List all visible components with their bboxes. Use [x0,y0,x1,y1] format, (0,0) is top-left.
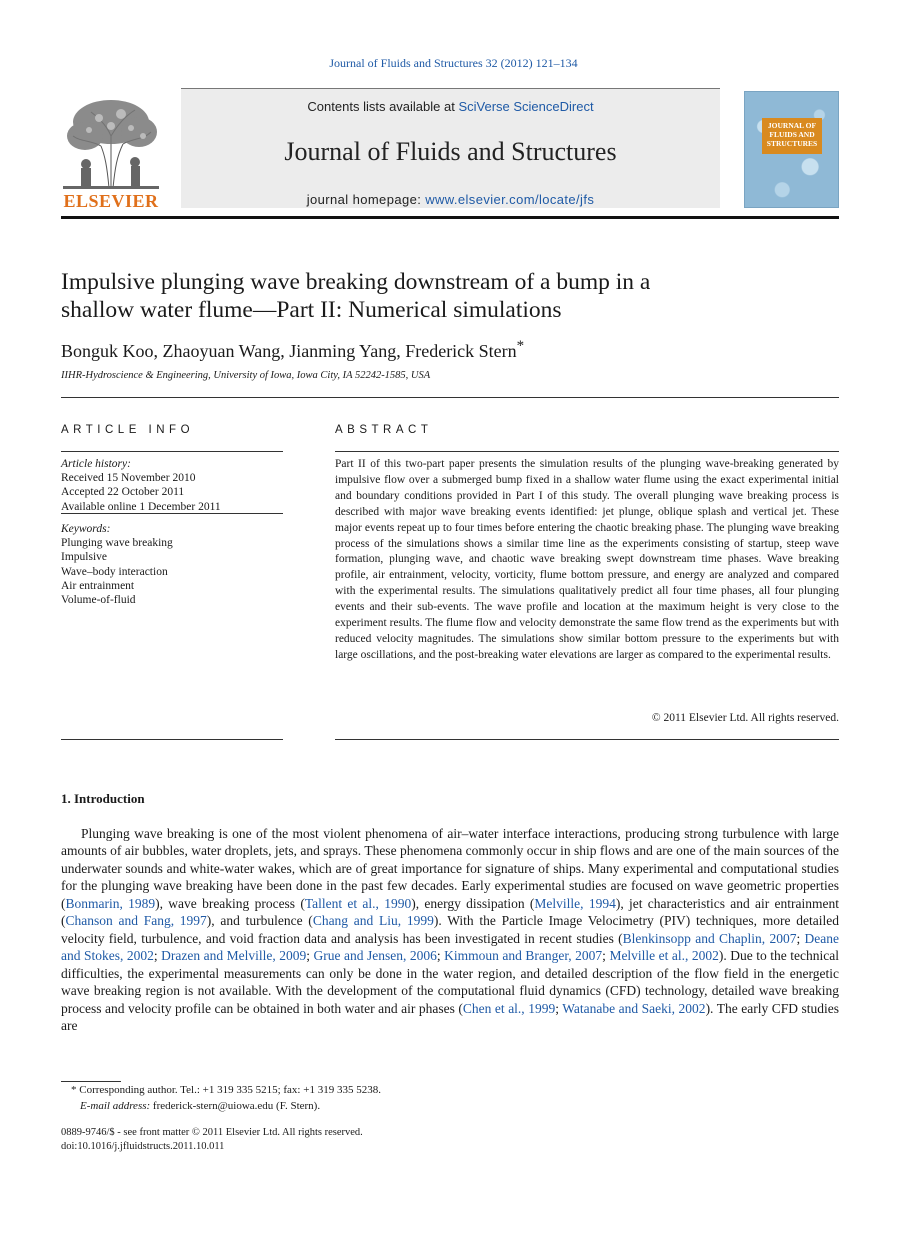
abstract-rule [335,451,839,452]
masthead-banner [181,88,720,208]
divider-top [61,397,839,398]
article-title [61,268,839,324]
intro-text: ). With the Particle Image Velocimetry (PIV) techniques, more detailed velocity field, turbulence, and void fraction data and analysis has been investigated in recent studies ( [61,913,839,946]
intro-text: Plunging wave breaking is one of the most violent phenomena of air–water interface interactions, producing strong turbulence with large amounts of air bubbles, water droplets, jets, and sprays. These phenomena commonly occur in ship flows and are one of the main sources of the underwater sounds and white-water wakes, which are of great importance for signature of ships. Many experimental and computational studies for the plunging wave breaking have been done in the past few decades. Early experimental studies are focused on wave geometric properties ( [61,826,839,911]
article-info-rule [61,451,283,452]
history-online: Available online 1 December 2011 [61,500,221,513]
intro-text: ). Due to the technical difficulties, the experimental measurements can only be done in the water region, and detailed description of the flow field in the energetic wave breaking region is not available. With the development of the computational fluid dynamics (CFD) technology, detailed wave breaking process and velocity profile can be obtained in both water and air phases ( [61,948,839,1016]
citation-link[interactable]: Grue and Jensen, 2006 [313,948,437,964]
article-title-line-1: Impulsive plunging wave breaking downstream of a bump in a [61,269,651,295]
citation-link[interactable]: Melville et al., 2002 [609,948,719,964]
citation-link[interactable]: Kimmoun and Branger, 2007 [444,948,603,964]
intro-text: ), wave breaking process ( [155,895,305,911]
contents-line [181,99,720,114]
corresponding-footnote: * Corresponding author. Tel.: +1 319 335 5215; fax: +1 319 335 5238. [71,1084,381,1096]
journal-citation[interactable]: Journal of Fluids and Structures 32 (2012) 121–134 [329,56,578,70]
keyword-item: Impulsive [61,551,107,564]
authors: Bonguk Koo, Zhaoyuan Wang, Jianming Yang, Frederick Stern [61,341,517,361]
abstract-copyright: © 2011 Elsevier Ltd. All rights reserved. [651,712,839,724]
email-label: E-mail address: [80,1100,151,1112]
journal-cover-thumbnail[interactable] [744,91,839,208]
citation-link[interactable]: Chen et al., 1999 [462,1000,556,1016]
homepage-prefix: journal homepage: [306,192,426,207]
issn-line: 0889-9746/$ - see front matter © 2011 Elsevier Ltd. All rights reserved. [61,1127,363,1138]
intro-text: ; [555,1000,563,1016]
email-address[interactable]: frederick-stern@uiowa.edu (F. Stern). [150,1100,321,1112]
masthead [61,88,839,212]
doi-line[interactable]: doi:10.1016/j.jfluidstructs.2011.10.011 [61,1141,225,1152]
article-title-line-2: shallow water flume—Part II: Numerical simulations [61,297,562,323]
contents-prefix: Contents lists available at [307,99,459,114]
citation-link[interactable]: Chang and Liu, 1999 [312,913,434,929]
email-footnote [80,1100,320,1112]
citation-link[interactable]: Melville, 1994 [534,895,616,911]
keyword-item: Volume-of-fluid [61,594,136,607]
publisher-name: ELSEVIER [63,191,159,211]
journal-homepage-link[interactable]: www.elsevier.com/locate/jfs [425,192,595,207]
intro-text: ). The early CFD studies are [61,1000,840,1033]
article-info-heading: ARTICLE INFO [61,424,195,436]
keyword-item: Air entrainment [61,579,135,592]
footnote-rule [61,1081,121,1082]
cover-label: JOURNAL OF FLUIDS AND STRUCTURES [762,118,822,154]
citation-link[interactable]: Drazen and Melville, 2009 [161,948,307,964]
history-rule [61,513,283,514]
keyword-item: Plunging wave breaking [61,537,173,550]
abstract-heading: ABSTRACT [335,424,433,436]
journal-title: Journal of Fluids and Structures [284,137,617,166]
article-history [61,457,283,514]
citation-link[interactable]: Tallent et al., 1990 [304,895,412,911]
corresponding-author-mark[interactable]: * [516,338,525,354]
citation-link[interactable]: Bonmarin, 1989 [65,895,156,911]
introduction-body [61,825,839,1034]
author-list [61,338,524,362]
intro-text: ; [436,948,445,964]
intro-text: ; [796,930,805,946]
intro-text: ; [306,948,314,964]
citation-link[interactable]: Blenkinsopp and Chaplin, 2007 [622,930,797,946]
affiliation: IIHR-Hydroscience & Engineering, University of Iowa, Iowa City, IA 52242-1585, USA [61,370,431,381]
citation-link[interactable]: Deane and Stokes, 2002 [61,930,839,964]
intro-text: ; [602,948,610,964]
abstract-bottom-rule [335,739,839,740]
history-received: Received 15 November 2010 [61,472,196,485]
intro-text: ), and turbulence ( [206,913,313,929]
keywords-label: Keywords: [61,523,111,535]
intro-text: ), jet characteristics and air entrainment ( [61,895,839,929]
intro-text: ), energy dissipation ( [411,895,535,911]
masthead-rule [61,216,839,219]
citation-link[interactable]: Watanabe and Saeki, 2002 [562,1000,706,1016]
intro-text: ; [153,948,162,964]
sciencedirect-link[interactable]: SciVerse ScienceDirect [458,99,594,114]
introduction-heading: 1. Introduction [61,791,145,806]
keyword-item: Wave–body interaction [61,565,168,578]
history-label: Article history: [61,458,131,470]
citation-link[interactable]: Chanson and Fang, 1997 [65,913,207,929]
abstract-text: Part II of this two-part paper presents the simulation results of the plunging wave-breaking generated by impulsive flow over a submerged bump fixed in a shallow water flume using the exact experimental initial and boundary conditions provided in Part I of this study. The overall plunging wave breaking process is described with major wave breaking events identified: jet plunge, oblique splash and vertical jet. These major events repeat up to four times before entering the chaotic breaking phase. The plunging wave breaking process of the simulations shows a similar time line as the experiments consisting of startup, steep wave formation, plunging wave, and chaotic wave breaking swept downstream time phases. Wave breaking profile, air entrainment, velocity, vorticity, flume bottom pressure, and energy are analyzed and compared with the experimental results. The simulations qualitatively predict all four time phases, all four plunging events and their sub-events. The wave profile and location at the maximum height is very close to the experiment results. The flume flow and velocity demonstrate the same flow trend as the experiments but with reduced velocity magnitudes. The simulations show similar bottom pressure to the experiments but with large oscillations, and the post-breaking water elevations are larger as compared to the experimental results. [335,458,839,661]
history-accepted: Accepted 22 October 2011 [61,486,185,499]
homepage-line [181,192,720,207]
article-info-bottom-rule [61,739,283,740]
keywords-block [61,522,283,607]
